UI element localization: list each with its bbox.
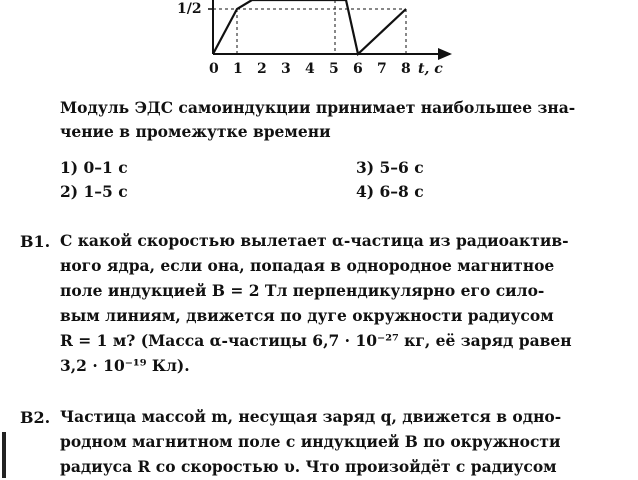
x-axis-label: t, с <box>418 61 443 77</box>
x-tick-label: 8 <box>401 61 411 77</box>
b1-text-line: R = 1 м? (Масса α-частицы 6,7 · 10⁻²⁷ кг, её заряд равен <box>60 331 572 350</box>
graph-line <box>213 0 406 54</box>
x-tick-label: 7 <box>377 61 387 77</box>
b1-text-line: 3,2 · 10⁻¹⁹ Кл). <box>60 356 190 375</box>
task-number-b1: В1. <box>20 232 51 251</box>
b1-text-line: ного ядра, если она, попадая в однородное магнитное <box>60 256 555 275</box>
x-tick-label: 1 <box>233 61 243 77</box>
current-graph <box>0 0 460 80</box>
b2-text-line: радиуса R со скоростью υ. Что произойдёт с радиусом <box>60 457 557 476</box>
task-number-b2: В2. <box>20 408 51 427</box>
question-stem-line: чение в промежутке времени <box>60 122 331 141</box>
answer-option-2[interactable]: 2) 1–5 с <box>60 182 128 201</box>
page-edge-mark <box>2 432 6 478</box>
x-tick-label: 3 <box>281 61 291 77</box>
x-tick-label: 6 <box>353 61 363 77</box>
y-tick-label: 1/2 <box>177 1 202 17</box>
b1-text-line: С какой скоростью вылетает α-частица из радиоактив- <box>60 231 569 250</box>
x-tick-label: 0 <box>209 61 219 77</box>
answer-option-1[interactable]: 1) 0–1 с <box>60 158 128 177</box>
b2-text-line: Частица массой m, несущая заряд q, движется в одно- <box>60 407 562 426</box>
b2-text-line: родном магнитном поле с индукцией B по окружности <box>60 432 561 451</box>
answer-option-3[interactable]: 3) 5–6 с <box>356 158 424 177</box>
answer-option-4[interactable]: 4) 6–8 с <box>356 182 424 201</box>
x-tick-label: 5 <box>329 61 339 77</box>
question-stem-line: Модуль ЭДС самоиндукции принимает наибольшее зна- <box>60 98 576 117</box>
x-tick-label: 4 <box>305 61 315 77</box>
b1-text-line: вым линиям, движется по дуге окружности радиусом <box>60 306 554 325</box>
x-tick-label: 2 <box>257 61 267 77</box>
b1-text-line: поле индукцией B = 2 Тл перпендикулярно его сило- <box>60 281 545 300</box>
